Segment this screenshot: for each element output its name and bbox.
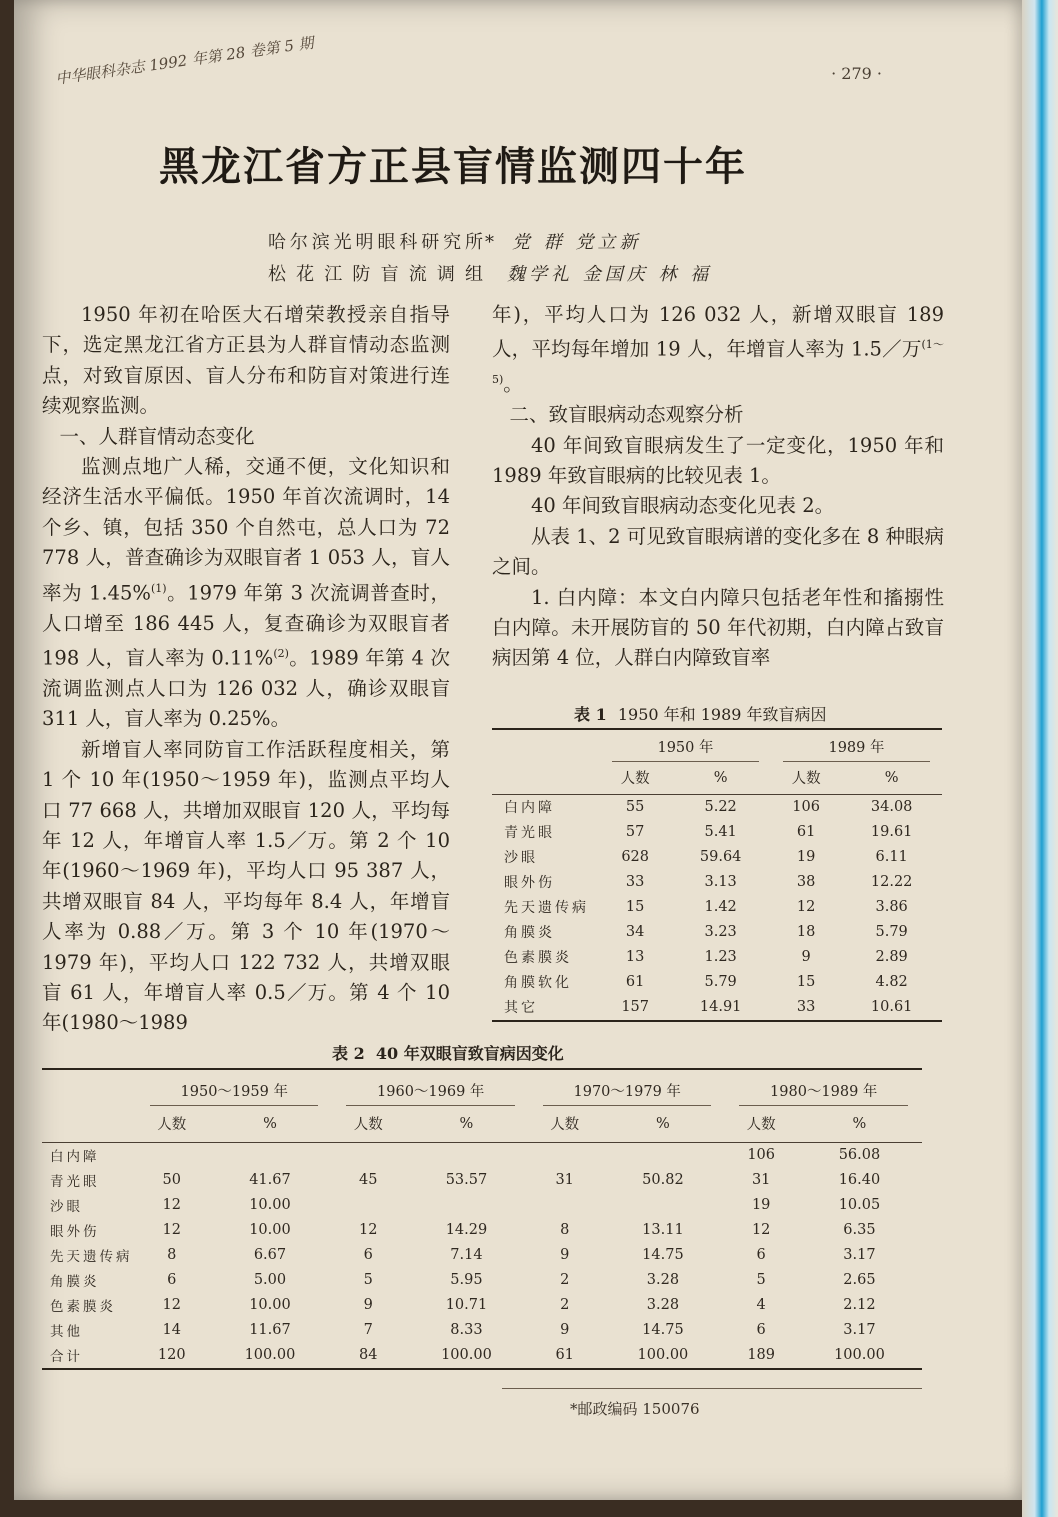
author-institution: 哈尔滨光明眼科研究所	[268, 232, 483, 253]
table-cell: 84	[358, 1347, 378, 1363]
table-cell: 628	[621, 849, 649, 865]
table-cell: 12	[162, 1297, 181, 1313]
table1-subheader: 人数	[791, 771, 821, 788]
book-spine-edge	[1022, 0, 1058, 1517]
table-cell: 1.23	[704, 949, 737, 965]
table-cell	[404, 1193, 529, 1218]
author-row-1	[268, 228, 641, 254]
table-cell: 12	[358, 1222, 378, 1238]
body-paragraph: 40 年间致盲眼病发生了一定变化，1950 年和 1989 年致盲眼病的比较见表 1。	[492, 433, 944, 488]
table-cell: 106	[747, 1147, 776, 1163]
table-cell: 18	[796, 924, 816, 940]
table-cell: 5.79	[875, 924, 908, 940]
table-cell: 5.95	[450, 1272, 483, 1288]
table-row	[42, 1318, 922, 1343]
running-head: 中华眼科杂志 1992 年第 28 卷第 5 期	[54, 33, 315, 88]
table-cell: 106	[792, 799, 820, 815]
row-label: 先天遗传病	[504, 900, 589, 916]
table-cell: 8.33	[450, 1322, 483, 1338]
row-label: 青光眼	[50, 1174, 100, 1190]
intro-paragraph: 1950 年初在哈医大石增荣教授亲自指导下，选定黑龙江省方正县为人群盲情动态监测点，对致盲原因、盲人分布和防盲对策进行连续观察监测。	[42, 303, 450, 418]
table-cell: 5	[363, 1272, 373, 1288]
table1-subheader: 人数	[620, 771, 650, 788]
table-cell: 8	[560, 1222, 570, 1238]
table-cell: 3.17	[843, 1247, 876, 1263]
row-label: 眼外伤	[50, 1224, 100, 1240]
table-cell: 59.64	[699, 849, 742, 865]
table1-group-header: 1950 年	[612, 736, 759, 762]
table-row	[42, 1168, 922, 1193]
table-cell: 9	[801, 949, 811, 965]
table2-subheader: 人数	[550, 1117, 580, 1134]
table-cell: 14.91	[699, 999, 742, 1015]
table2-subheader: %	[852, 1115, 867, 1132]
table-cell: 9	[363, 1297, 373, 1313]
left-column	[42, 300, 450, 1039]
row-label: 角膜软化	[504, 975, 572, 991]
row-label: 白内障	[50, 1149, 100, 1165]
table-row	[42, 1293, 922, 1318]
table-cell: 6	[363, 1247, 373, 1263]
table-cell: 14.75	[642, 1247, 684, 1263]
table-cell: 6	[756, 1247, 766, 1263]
section-heading: 二、致盲眼病动态观察分析	[509, 403, 744, 427]
table-cell: 2.89	[875, 949, 908, 965]
table-cell: 45	[358, 1172, 378, 1188]
table-row	[42, 1268, 922, 1293]
row-label: 先天遗传病	[50, 1249, 133, 1265]
row-label: 其他	[50, 1324, 83, 1340]
table-cell: 34.08	[870, 799, 913, 815]
table-cell: 57	[625, 824, 645, 840]
table1	[492, 728, 942, 1022]
table-cell: 5	[756, 1272, 766, 1288]
table-row	[492, 794, 942, 820]
table-cell: 12.22	[870, 874, 913, 890]
table-cell	[136, 1142, 207, 1168]
table-cell: 6.35	[843, 1222, 876, 1238]
table-cell: 13	[625, 949, 645, 965]
table-cell: 3.17	[843, 1322, 876, 1338]
body-paragraph: 40 年间致盲眼病动态变化见表 2。	[531, 494, 835, 518]
row-label: 白内障	[504, 800, 555, 816]
table-cell: 41.67	[249, 1172, 291, 1188]
table-cell: 100.00	[244, 1347, 296, 1363]
table-cell: 16.40	[838, 1172, 881, 1188]
table2-subheader: %	[459, 1115, 474, 1132]
row-label: 沙眼	[50, 1199, 83, 1215]
table-cell: 10.00	[249, 1197, 291, 1213]
table-cell: 2.65	[843, 1272, 876, 1288]
table-cell: 100.00	[834, 1347, 885, 1363]
article-title: 黑龙江省方正县盲情监测四十年	[159, 143, 747, 190]
table-row	[492, 820, 942, 845]
table-cell: 7	[363, 1322, 373, 1338]
table-cell: 8	[167, 1247, 177, 1263]
table-cell: 120	[157, 1347, 186, 1363]
table-cell: 19	[751, 1197, 771, 1213]
table-cell: 157	[621, 999, 649, 1015]
table2-caption: 表 2 40 年双眼盲致盲病因变化	[332, 1044, 564, 1063]
table-cell: 6.67	[253, 1247, 287, 1263]
table-row	[42, 1193, 922, 1218]
table1-group-header: 1989 年	[783, 736, 930, 762]
table-cell	[529, 1142, 600, 1168]
author-institution: 松花江防盲流调组	[268, 264, 483, 285]
table-row	[492, 970, 942, 995]
body-paragraph: 监测点地广人稀，交通不便，文化知识和经济生活水平偏低。1950 年首次流调时，14 个乡、镇，包括 350 个自然屯，总人口为 72 778 人，普查确诊为双眼盲者 1 053 人，盲人率为 1.45%$^{(1)}$。1979 年第 3 次流调普查时，人口增至 186 445 人，复查确诊为双眼盲者 198 人，盲人率为 0.11%$^{(2)}$。1989 年第 4 次流调监测点人口为 126 032 人，确诊双眼盲 311 人，盲人率为 0.25%。	[42, 455, 450, 731]
table-cell: 4	[756, 1297, 766, 1313]
citation: (1～5)	[492, 338, 944, 387]
table-cell: 61	[555, 1347, 574, 1363]
table1-subheader: %	[713, 769, 728, 786]
table-cell: 50.82	[642, 1172, 684, 1188]
table-cell: 12	[751, 1222, 771, 1238]
table-cell: 6	[756, 1322, 766, 1338]
right-column	[492, 300, 944, 674]
table-cell: 61	[796, 824, 816, 840]
table-cell: 100.00	[441, 1347, 492, 1363]
row-label: 色素膜炎	[50, 1299, 116, 1315]
table-cell: 10.00	[249, 1222, 291, 1238]
table-cell: 12	[162, 1197, 181, 1213]
table-row	[492, 870, 942, 895]
author-names: 党 群 党立新	[512, 232, 642, 253]
section-heading: 一、人群盲情动态变化	[59, 424, 255, 448]
body-paragraph: 1. 白内障：本文白内障只包括老年性和搐搦性白内障。未开展防盲的 50 年代初期，白内障占致盲病因第 4 位，人群白内障致盲率	[492, 585, 944, 670]
table2-subheader: 人数	[157, 1117, 187, 1134]
table2-subheader: 人数	[746, 1117, 776, 1134]
table-cell: 33	[625, 874, 645, 890]
row-label: 其它	[504, 1000, 538, 1016]
body-paragraph: 从表 1、2 可见致盲眼病谱的变化多在 8 种眼病之间。	[492, 524, 945, 579]
row-label: 青光眼	[504, 825, 555, 841]
table-cell: 55	[625, 799, 645, 815]
table2-group-header: 1960～1969 年	[346, 1080, 514, 1106]
citation: (1)	[150, 581, 167, 595]
table-cell: 5.41	[704, 824, 737, 840]
author-names: 魏学礼 金国庆 林 福	[507, 264, 713, 285]
table-cell: 5.22	[704, 799, 737, 815]
table-cell: 14.75	[642, 1322, 684, 1338]
table-row	[492, 945, 942, 970]
table-cell: 10.71	[445, 1297, 488, 1313]
table-row	[492, 995, 942, 1021]
citation: (2)	[273, 646, 289, 660]
table-row	[42, 1243, 922, 1268]
body-paragraph: 新增盲人率同防盲工作活跃程度相关，第 1 个 10 年(1950～1959 年)，监测点平均人口 77 668 人，共增加双眼盲 120 人，平均每年 12 人，年增盲人率 1.5／万。第 2 个 10 年(1960～1969 年)，平均人口 95 387 人，共增双眼盲 84 人，平均每年 8.4 人，年增盲人率为 0.88／万。第 3 个 10 年(1970～1979 年)，平均人口 122 732 人，共增双眼盲 61 人，年增盲人率 0.5／万。第 4 个 10 年(1980～1989	[42, 737, 450, 1035]
table-cell	[600, 1142, 725, 1168]
footnote-rule	[502, 1388, 922, 1389]
table-cell	[529, 1193, 600, 1218]
table-cell: 38	[796, 874, 816, 890]
table2-group-header: 1980～1989 年	[739, 1080, 908, 1106]
table-cell: 10.61	[870, 999, 913, 1015]
table2-top-rule	[42, 1068, 922, 1070]
table-cell: 34	[625, 924, 645, 940]
table-row	[492, 920, 942, 945]
table1-subheader: %	[884, 769, 899, 786]
table-cell: 5.79	[704, 974, 737, 990]
table-cell: 13.11	[642, 1222, 684, 1238]
table-cell: 4.82	[875, 974, 908, 990]
table-cell: 19.61	[870, 824, 913, 840]
table-cell: 15	[796, 974, 816, 990]
table-cell: 15	[625, 899, 645, 915]
table-row	[42, 1343, 922, 1369]
footnote: *邮政编码 150076	[570, 1400, 700, 1418]
table-cell: 56.08	[838, 1147, 881, 1163]
table2-group-header: 1950～1959 年	[150, 1080, 318, 1106]
table2-group-header: 1970～1979 年	[543, 1080, 711, 1106]
table-cell: 6	[167, 1272, 177, 1288]
row-label: 角膜炎	[504, 925, 555, 941]
author-row-2	[268, 260, 712, 286]
table-cell	[207, 1142, 332, 1168]
table2	[42, 1072, 922, 1370]
body-paragraph: 年)，平均人口为 126 032 人，新增双眼盲 189 人，平均每年增加 19 人，年增盲人率为 1.5／万$^{(1\sim 5)}$。	[492, 303, 944, 396]
table-cell: 12	[796, 899, 816, 915]
row-label: 合计	[50, 1349, 83, 1365]
table-row	[42, 1218, 922, 1243]
row-label: 沙眼	[504, 850, 538, 866]
table-cell	[332, 1142, 403, 1168]
table-cell: 3.28	[646, 1272, 680, 1288]
table-cell: 33	[796, 999, 816, 1015]
table-cell: 14	[162, 1322, 181, 1338]
table-cell: 11.67	[249, 1322, 291, 1338]
table-cell: 50	[162, 1172, 181, 1188]
table2-subheader: %	[656, 1115, 670, 1132]
table2-subheader: 人数	[353, 1117, 383, 1134]
table-cell: 3.23	[704, 924, 737, 940]
table-cell: 2	[560, 1272, 570, 1288]
table-cell: 53.57	[445, 1172, 488, 1188]
table-row	[492, 895, 942, 920]
table-cell: 31	[751, 1172, 771, 1188]
table-cell: 2	[560, 1297, 570, 1313]
table-cell: 189	[747, 1347, 776, 1363]
table-cell: 100.00	[637, 1347, 689, 1363]
table-cell	[600, 1193, 725, 1218]
table-cell: 6.11	[875, 849, 908, 865]
table-cell	[404, 1142, 529, 1168]
table-cell: 9	[560, 1247, 570, 1263]
table-cell: 7.14	[450, 1247, 483, 1263]
table-cell: 61	[625, 974, 645, 990]
table-cell: 19	[796, 849, 816, 865]
row-label: 角膜炎	[50, 1274, 100, 1290]
footnote-mark: *	[485, 232, 494, 253]
table-cell: 2.12	[843, 1297, 876, 1313]
table-cell: 31	[555, 1172, 574, 1188]
table-cell: 10.00	[249, 1297, 291, 1313]
table-row	[42, 1142, 922, 1168]
table-cell: 3.28	[646, 1297, 680, 1313]
table-cell: 3.86	[875, 899, 908, 915]
table-cell: 12	[162, 1222, 181, 1238]
table-cell: 10.05	[838, 1197, 881, 1213]
journal-page	[14, 0, 1022, 1500]
table-cell: 9	[560, 1322, 570, 1338]
row-label: 色素膜炎	[504, 950, 572, 966]
table-cell: 14.29	[445, 1222, 488, 1238]
table-row	[492, 845, 942, 870]
table-cell: 5.00	[253, 1272, 287, 1288]
table-cell	[332, 1193, 403, 1218]
table1-caption: 表 1 1950 年和 1989 年致盲病因	[574, 705, 827, 724]
table-cell: 1.42	[704, 899, 737, 915]
row-label: 眼外伤	[504, 875, 555, 891]
page-number: · 279 ·	[831, 64, 882, 83]
table-cell: 3.13	[704, 874, 737, 890]
table2-subheader: %	[263, 1115, 277, 1132]
